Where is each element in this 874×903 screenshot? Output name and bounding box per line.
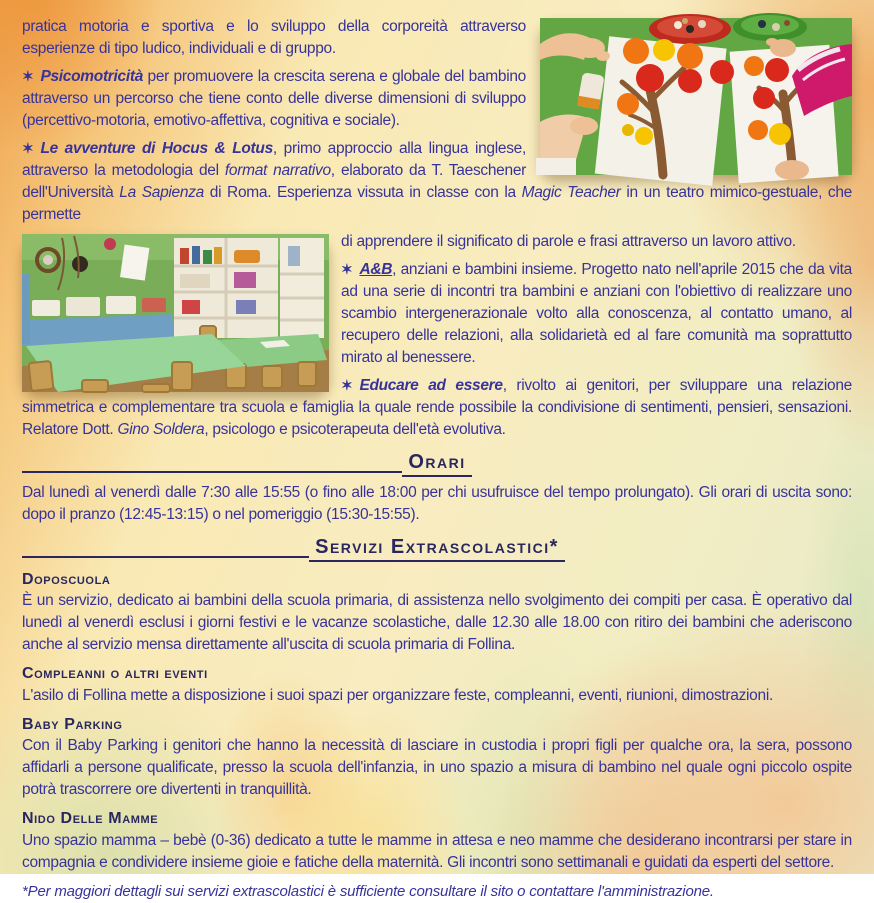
doposcuola-title: Doposcuola xyxy=(22,571,111,588)
doposcuola-body-text: È un servizio, dedicato ai bambini della scuola primaria, di assistenza nello svolgimento dei compiti per casa. È operativo dal lunedì al venerdì esclusi i giorni festivi e le vacanze scolastiche, dalle 12.30 alle 18.00 con ritiro dei bambini che aderiscono anche al servizio mensa direttamente all'uscita di scuola primaria di Follina. xyxy=(22,592,852,654)
service-item-baby-parking xyxy=(22,716,852,801)
servizi-title: Servizi Extrascolastici* xyxy=(309,536,565,562)
star-bullet-icon: ✶ xyxy=(22,68,34,84)
craft-activity-photo xyxy=(540,18,852,175)
classroom-photo xyxy=(22,234,329,392)
service-item-nido-delle-mamme xyxy=(22,810,852,873)
hocus-continuation-text: di apprendere il significato di parole e frasi attraverso un lavoro attivo. xyxy=(341,233,796,250)
ab-lead: A&B xyxy=(359,261,393,278)
footnote-text xyxy=(22,881,852,903)
educare-text: , rivolto ai genitori, per sviluppare una relazione simmetrica e complementare tra scuola e famiglia la quale rende possibile la condivisione di sentimenti, pensieri, sensazioni. Relatore Dott. xyxy=(22,377,852,438)
hocus-text: , primo approccio alla lingua inglese, attraverso la metodologia del xyxy=(22,140,526,179)
orari-title: Orari xyxy=(402,451,471,477)
psicomotricita-lead: Psicomotricità xyxy=(40,68,144,85)
baby-parking-title: Baby Parking xyxy=(22,715,123,733)
nido-text xyxy=(22,830,852,874)
doposcuola-text xyxy=(22,590,852,656)
compleanni-text xyxy=(22,685,852,707)
footnote-body-text: *Per maggiori dettagli sui servizi extrascolastici è sufficiente consultare il sito o contattare l'amministrazione. xyxy=(22,882,714,900)
psicomotricita-text: per promuovere la crescita serena e globale del bambino attraverso un percorso che tiene conto delle diverse dimensioni di sviluppo (percettivo-motoria, emotivo-affettiva, cognitiva e sociale). xyxy=(22,68,526,129)
baby-parking-text xyxy=(22,735,852,801)
hocus-text: in un teatro mimico-gestuale, che permette xyxy=(22,184,852,223)
hocus-text: , elaborato da T. Taeschener dell'Università xyxy=(22,162,526,201)
service-item-doposcuola xyxy=(22,571,852,656)
nido-title: Nido Delle Mamme xyxy=(22,810,159,828)
educare-lead: Educare ad essere xyxy=(359,377,503,394)
hocus-italic-magic-teacher: Magic Teacher xyxy=(521,184,621,201)
ab-text: , anziani e bambini insieme. Progetto nato nell'aprile 2015 che da vita ad una serie di incontri tra bambini e anziani con l'obiettivo di realizzare uno scambio intergenerazionale volto alla conoscenza, al contatto umano, al recupero delle relazioni, alla solidarietà ed al fare comunità ma soprattutto mirato al benessere. xyxy=(341,261,852,366)
orari-text xyxy=(22,482,852,526)
orari-body-text: Dal lunedì al venerdì dalle 7:30 alle 15:55 (o fino alle 18:00 per chi usufruisce del tempo prolungato). Gli orari di uscita sono: dopo il pranzo (12:45-13:15) o nel pomeriggio (15:30-15:55). xyxy=(22,484,852,523)
intro-text: pratica motoria e sportiva e lo sviluppo della corporeità attraverso esperienze di tipo ludico, individuali e di gruppo. xyxy=(22,18,526,57)
hocus-lead: Le avventure di Hocus & Lotus xyxy=(40,140,273,157)
star-bullet-icon: ✶ xyxy=(22,140,34,156)
star-bullet-icon: ✶ xyxy=(341,261,353,277)
compleanni-body-text: L'asilo di Follina mette a disposizione i suoi spazi per organizzare feste, compleanni, eventi, riunioni, dimostrazioni. xyxy=(22,686,773,704)
educare-italic-gino-soldera: Gino Soldera xyxy=(117,421,205,438)
star-bullet-icon: ✶ xyxy=(341,377,353,393)
servizi-section-heading xyxy=(22,536,852,562)
hocus-italic-format-narrativo: format narrativo xyxy=(224,162,331,179)
orari-section-heading xyxy=(22,451,852,477)
service-item-compleanni xyxy=(22,665,852,706)
educare-text: , psicologo e psicoterapeuta dell'età evolutiva. xyxy=(204,421,506,438)
baby-parking-body-text: Con il Baby Parking i genitori che hanno la necessità di lasciare in custodia i propri figli per qualche ora, la sera, possono affidarli a persone qualificate, presso la scuola dell'infanzia, in uno spazio a misura di bambino nel quale ogni piccolo ospite potrà trascorrere ore divertenti in tranquillità. xyxy=(22,737,852,799)
compleanni-title: Compleanni o altri eventi xyxy=(22,665,208,683)
nido-body-text: Uno spazio mamma – bebè (0-36) dedicato a tutte le mamme in attesa e neo mamme che desiderano incontrarsi per stare in compagnia e condividere insieme gioie e fatiche della maternità. Gli incontri sono settimanali e guidati da esperti del settore. xyxy=(22,831,852,871)
hocus-text: di Roma. Esperienza vissuta in classe con la xyxy=(203,184,522,201)
hocus-italic-la-sapienza: La Sapienza xyxy=(119,184,204,201)
